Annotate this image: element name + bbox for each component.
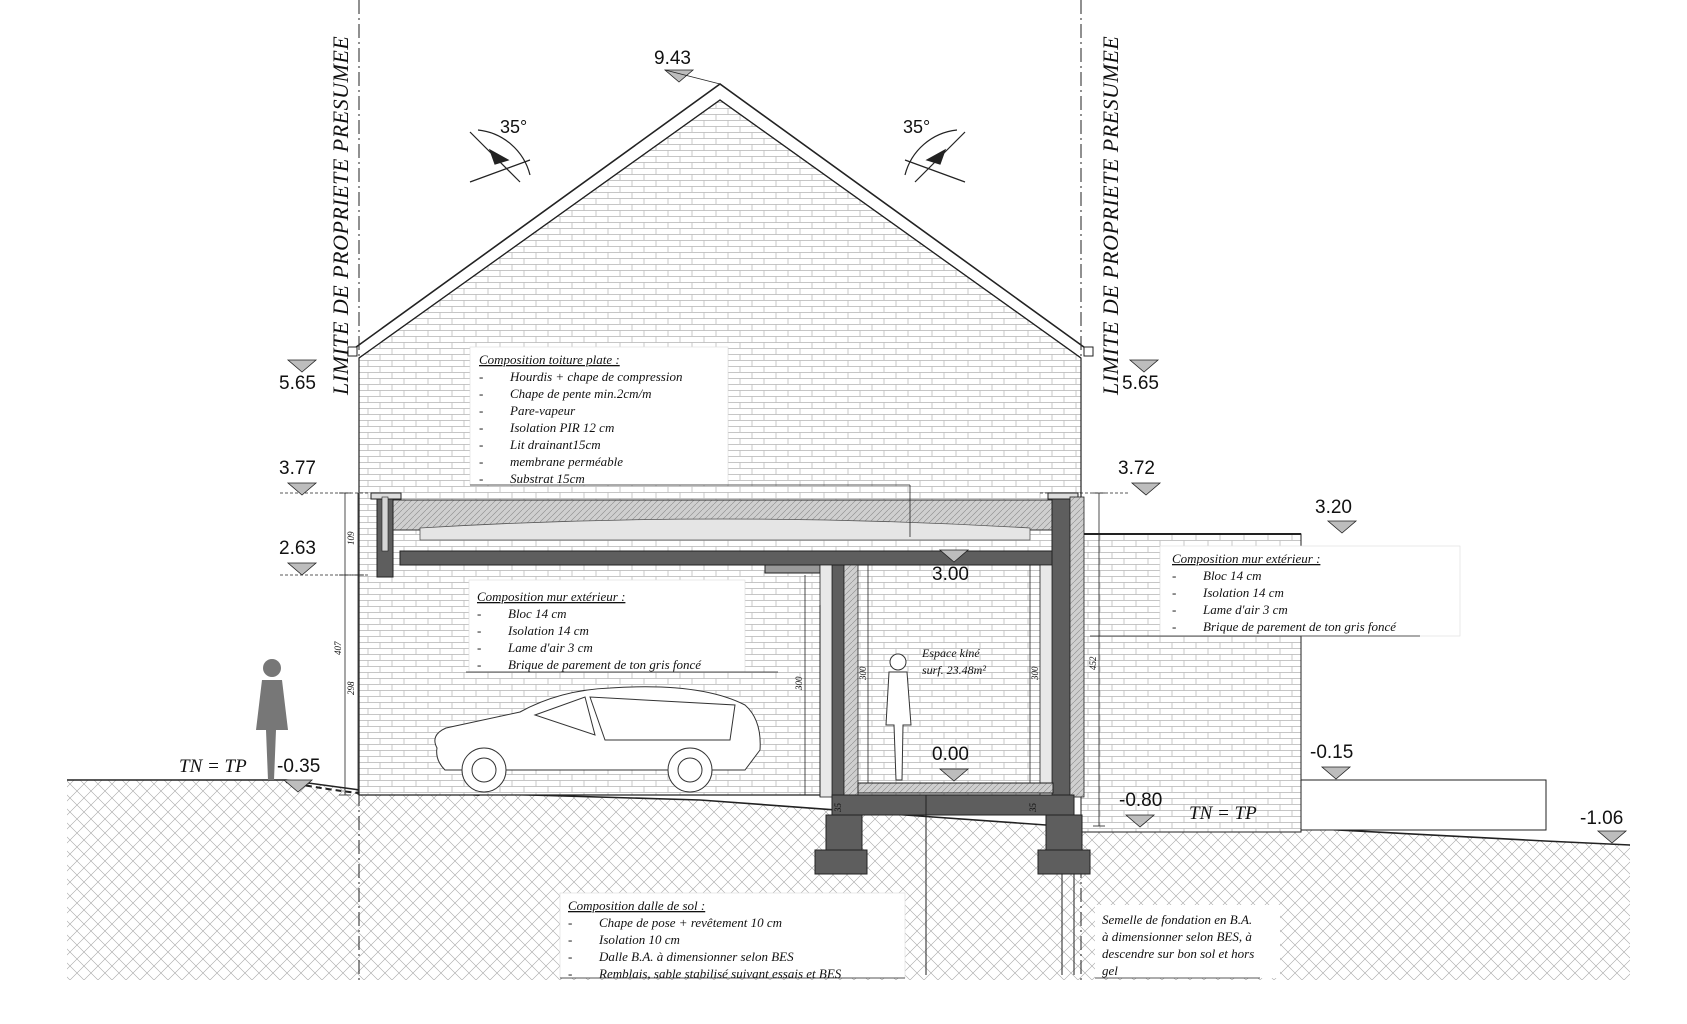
svg-text:-: - xyxy=(477,657,482,672)
svg-text:-: - xyxy=(477,640,482,655)
svg-text:-: - xyxy=(1172,602,1177,617)
svg-text:Lame d'air 3 cm: Lame d'air 3 cm xyxy=(1203,602,1288,617)
svg-text:à dimensionner selon BES, à: à dimensionner selon BES, à xyxy=(1102,929,1252,944)
angle-symbol-right xyxy=(905,130,965,182)
angle-label-left: 35° xyxy=(500,117,528,137)
annex-low-block xyxy=(1301,780,1546,830)
note-roof-title: Composition toiture plate : xyxy=(479,352,620,367)
level-ground-right-a: -0.80 xyxy=(1119,790,1163,811)
svg-text:-: - xyxy=(568,932,573,947)
svg-text:Semelle de fondation en B.A.: Semelle de fondation en B.A. xyxy=(1102,912,1253,927)
eave-right xyxy=(1084,347,1093,356)
svg-text:Bloc 14 cm: Bloc 14 cm xyxy=(508,606,567,621)
svg-text:Chape de pente min.2cm/m: Chape de pente min.2cm/m xyxy=(510,386,652,401)
dim-452: 452 xyxy=(1088,656,1098,670)
svg-text:Substrat 15cm: Substrat 15cm xyxy=(510,471,585,486)
level-ground-mid: -0.15 xyxy=(1310,742,1354,763)
angle-label-right: 35° xyxy=(903,117,931,137)
footing-left-stem xyxy=(826,815,862,850)
svg-text:-: - xyxy=(568,915,573,930)
angle-symbol-left xyxy=(470,130,530,182)
dim-300-b: 300 xyxy=(858,666,868,680)
dim-407: 407 xyxy=(333,641,343,655)
level-slab-left: 2.63 xyxy=(279,538,316,559)
svg-text:Hourdis + chape de compression: Hourdis + chape de compression xyxy=(510,369,683,384)
svg-text:-: - xyxy=(477,606,482,621)
dim-298: 298 xyxy=(346,681,356,695)
level-roof-right: 3.72 xyxy=(1118,458,1155,479)
room-area: surf. 23.48m² xyxy=(922,663,986,677)
interior-wall-left xyxy=(832,565,844,797)
svg-text:gel: gel xyxy=(1102,963,1118,978)
svg-text:Dalle B.A. à dimensionner selo: Dalle B.A. à dimensionner selon BES xyxy=(599,949,794,964)
room-name: Espace kiné xyxy=(922,646,980,660)
svg-text:-: - xyxy=(479,386,484,401)
svg-text:-: - xyxy=(568,949,573,964)
level-annex: 3.20 xyxy=(1315,497,1352,518)
svg-text:-: - xyxy=(479,369,484,384)
level-ridge: 9.43 xyxy=(654,48,691,69)
note-slab-title: Composition dalle de sol : xyxy=(568,898,706,913)
property-limit-label-left: LIMITE DE PROPRIETE PRESUMEE xyxy=(328,35,353,395)
level-ceiling: 3.00 xyxy=(932,564,969,585)
svg-text:membrane perméable: membrane perméable xyxy=(510,454,623,469)
level-floor: 0.00 xyxy=(932,744,969,765)
level-eave-left: 5.65 xyxy=(279,373,316,394)
level-ground-left: -0.35 xyxy=(277,756,321,777)
footing-left xyxy=(815,850,867,874)
svg-text:Pare-vapeur: Pare-vapeur xyxy=(510,403,576,418)
svg-text:-: - xyxy=(1172,585,1177,600)
footing-right xyxy=(1038,850,1090,874)
level-eave-right: 5.65 xyxy=(1122,373,1159,394)
dim-35-a: 35 xyxy=(833,803,843,812)
property-limit-label-right: LIMITE DE PROPRIETE PRESUMEE xyxy=(1098,35,1123,395)
note-wall-left-title: Composition mur extérieur : xyxy=(477,589,626,604)
svg-text:Isolation 14 cm: Isolation 14 cm xyxy=(1203,585,1284,600)
parapet-right xyxy=(1052,497,1070,797)
beam-under-slab xyxy=(765,565,820,573)
svg-text:-: - xyxy=(1172,619,1177,634)
svg-text:Brique de parement de ton gris: Brique de parement de ton gris foncé xyxy=(508,657,702,672)
svg-text:descendre sur bon sol et hors: descendre sur bon sol et hors xyxy=(1102,946,1255,961)
floor-slab xyxy=(858,783,1053,793)
svg-text:Brique de parement de ton gris: Brique de parement de ton gris foncé xyxy=(1203,619,1397,634)
svg-text:-: - xyxy=(568,966,573,981)
note-wall-right-title: Composition mur extérieur : xyxy=(1172,551,1321,566)
svg-text:-: - xyxy=(477,623,482,638)
svg-text:-: - xyxy=(479,420,484,435)
svg-text:-: - xyxy=(479,403,484,418)
svg-text:Isolation 10 cm: Isolation 10 cm xyxy=(599,932,680,947)
dim-109: 109 xyxy=(346,531,356,545)
svg-text:Lame d'air 3 cm: Lame d'air 3 cm xyxy=(508,640,593,655)
tn-tp-right: TN = TP xyxy=(1189,803,1257,824)
dim-35-b: 35 xyxy=(1028,803,1038,812)
level-roof-left: 3.77 xyxy=(279,458,316,479)
svg-text:Bloc 14 cm: Bloc 14 cm xyxy=(1203,568,1262,583)
footing-right-stem xyxy=(1046,815,1082,850)
svg-text:-: - xyxy=(1172,568,1177,583)
svg-text:-: - xyxy=(479,454,484,469)
svg-text:-: - xyxy=(479,471,484,486)
svg-text:-: - xyxy=(479,437,484,452)
svg-text:Remblais, sable stabilisé suiv: Remblais, sable stabilisé suivant essais et BES xyxy=(599,966,842,981)
level-ground-right-b: -1.06 xyxy=(1580,808,1624,829)
svg-text:Lit drainant15cm: Lit drainant15cm xyxy=(510,437,601,452)
svg-text:Isolation 14 cm: Isolation 14 cm xyxy=(508,623,589,638)
dim-300-a: 300 xyxy=(794,676,804,690)
dim-300-c: 300 xyxy=(1030,666,1040,680)
tn-tp-left: TN = TP xyxy=(179,756,247,777)
svg-text:Isolation PIR 12 cm: Isolation PIR 12 cm xyxy=(510,420,615,435)
svg-text:Chape de pose + revêtement 10: Chape de pose + revêtement 10 cm xyxy=(599,915,783,930)
